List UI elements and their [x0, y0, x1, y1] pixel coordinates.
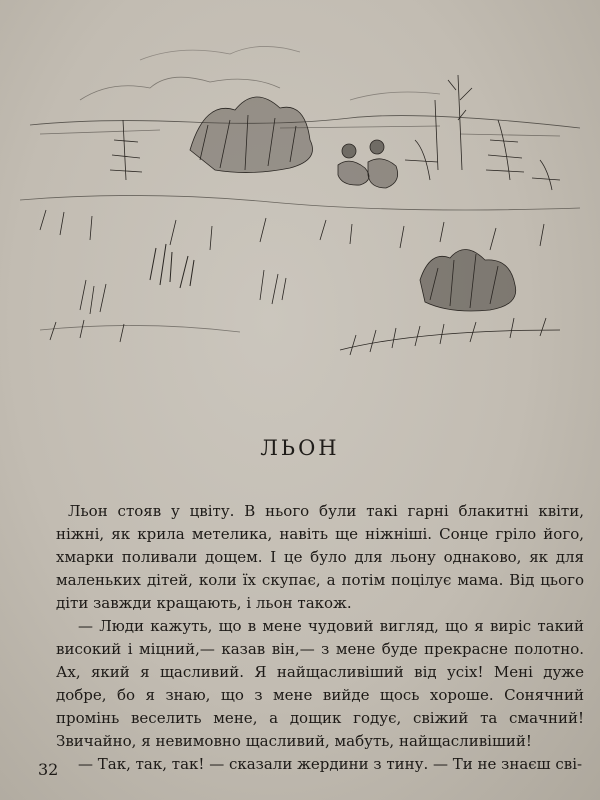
chapter-title: ЛЬОН — [260, 436, 340, 460]
paragraph: — Люди кажуть, що в мене чудовий вигляд, що я виріс такий високий і міцний,— казав він,— з мене буде прекрасне полотно. Ах, який я щасливий. Я найщасливіший від усіх! Мені дуже добре, бо я знаю, що з мене вийде щось хороше. Сонячний промінь веселить мене, а дощик годує, свіжий та смачний! Звичайно, я невимовно щасливий, мабуть, найщасливіший! — [56, 617, 584, 750]
page-number: 32 — [38, 760, 59, 779]
paragraph: Льон стояв у цвіту. В нього були такі гарні блакитні квіти, ніжні, як крила метелика, навіть ще ніжніші. Сонце гріло його, хмарки поливали дощем. І це було для льону однаково, як для маленьких дітей, коли їх скупає, а потім поцілує мама. Від цього діти завжди кращають, і льон також. — [56, 502, 584, 612]
paragraph: — Так, так, так! — сказали жердини з тину. — Ти не знаєш сві- — [78, 755, 583, 773]
landscape-illustration — [20, 30, 580, 390]
body-text — [56, 500, 584, 776]
